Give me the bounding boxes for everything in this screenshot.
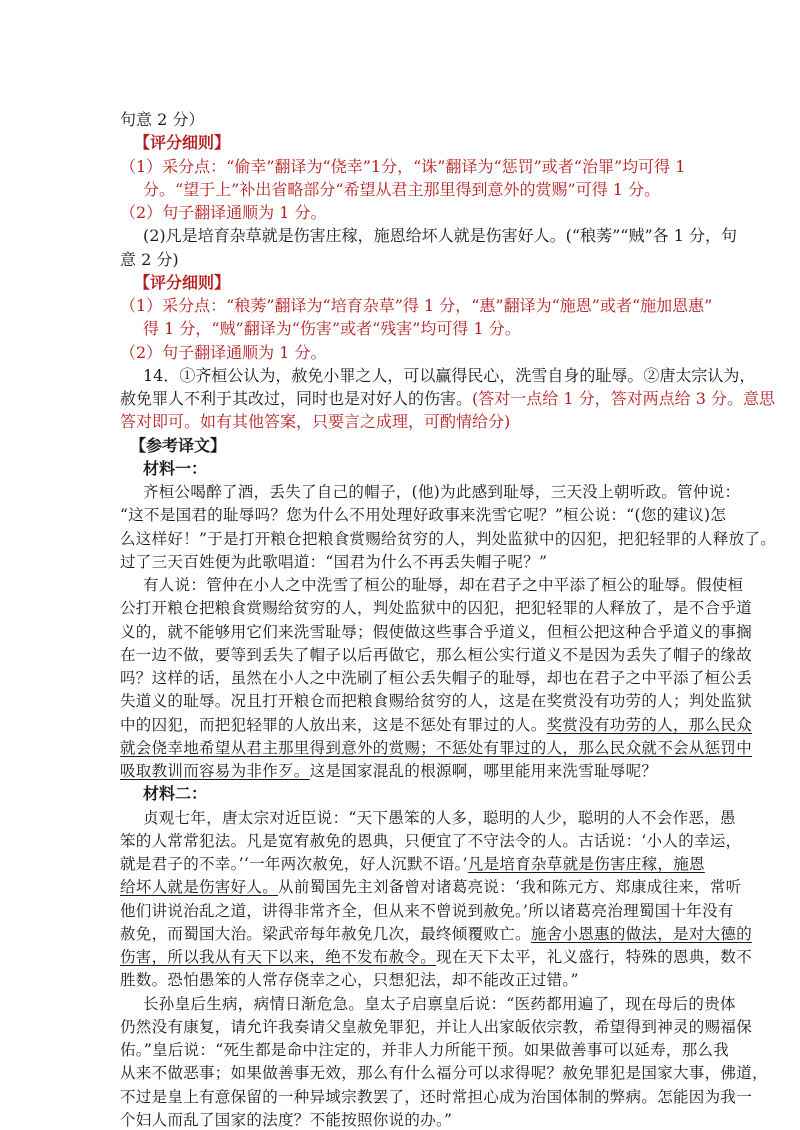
material-text: 就是君子的不幸。’‘一年两次赦免，好人沉默不语。’ bbox=[120, 855, 468, 873]
material-text: 赦免，而蜀国大治。梁武帝每年赦免几次，最终倾覆败亡。 bbox=[120, 925, 531, 943]
material-2-heading: 材料二： bbox=[143, 784, 208, 803]
answer-line: 意 2 分) bbox=[120, 250, 179, 269]
answer-text: 赦免罪人不利于其改过，同时也是对好人的伤害。 bbox=[120, 389, 473, 408]
answer-points: (“稂莠”“贼”各 1 分，句 bbox=[565, 226, 737, 245]
material-2-line bbox=[120, 877, 741, 897]
material-1-line: 齐桓公喝醉了酒，丢失了自己的帽子，(他)为此感到耻辱，三天没上朝听政。管仲说： bbox=[143, 483, 741, 501]
material-2-line bbox=[120, 854, 705, 874]
material-1-line: 吗？这样的话，虽然在小人之中洗刷了桓公丢失帽子的耻辱，却也在君子之中平添了桓公丢 bbox=[120, 669, 753, 687]
answer-text: (2)凡是培育杂草就是伤害庄稼，施恩给坏人就是伤害好人。 bbox=[143, 226, 566, 245]
material-2-line: 他们讲说治乱之道，讲得非常齐全，但从来不曾说到赦免。’所以诸葛亮治理蜀国十年没有 bbox=[120, 902, 734, 920]
scoring-rule-line: 分。“望于上”补出省略部分“希望从君主那里得到意外的赏赐”可得 1 分。 bbox=[143, 180, 661, 199]
scoring-rules-heading: 【评分细则】 bbox=[134, 133, 231, 152]
reference-translation-heading: 【参考译文】 bbox=[130, 436, 227, 455]
scoring-rule-line: （2）句子翻译通顺为 1 分。 bbox=[120, 343, 327, 362]
material-1-line: 过了三天百姓便为此歌唱道：“国君为什么不再丢失帽子呢？” bbox=[120, 553, 548, 571]
material-3-line: 长孙皇后生病，病情日渐危急。皇太子启禀皇后说：“医药都用遍了，现在母后的贵体 bbox=[143, 995, 736, 1013]
scoring-rule-line: 得 1 分，“贼”翻译为“伤害”或者“残害”均可得 1 分。 bbox=[143, 319, 521, 338]
scoring-rules-heading: 【评分细则】 bbox=[134, 273, 231, 292]
material-text: 现在天下太平，礼义盛行，特殊的恩典，数不 bbox=[436, 948, 753, 966]
material-2-line bbox=[120, 924, 752, 944]
material-2-line bbox=[120, 947, 752, 967]
material-3-line: 从来不做恶事；如果做善事无效，那么有什么福分可以求得呢？赦免罪犯是国家大事，佛道， bbox=[120, 1064, 768, 1082]
material-1-line bbox=[120, 715, 752, 735]
material-1-line: 公打开粮仓把粮食赏赐给贫穷的人，判处监狱中的囚犯，把犯轻罪的人释放了，是不合乎道 bbox=[120, 599, 753, 617]
underlined-text: 奖赏没有功劳的人，那么民众 bbox=[546, 716, 753, 734]
answer-line: 句意 2 分） bbox=[120, 110, 205, 129]
material-2-line: 贞观七年，唐太宗对近臣说：“天下愚笨的人多，聪明的人少，聪明的人不会作恶，愚 bbox=[143, 809, 736, 827]
question-14-line bbox=[120, 389, 775, 409]
material-3-line: 仍然没有康复，请允许我奏请父皇赦免罪犯，并让人出家皈依宗教，希望得到神灵的赐福保 bbox=[120, 1018, 753, 1036]
underlined-text: 给坏人就是伤害好人。 bbox=[120, 878, 279, 896]
underlined-text: 就会侥幸地希望从君主那里得到意外的赏赐；不惩处有罪过的人，那么民众就不会从惩罚中 bbox=[120, 739, 753, 757]
material-2-line: 笨的人常常犯法。凡是宽宥赦免的恩典，只便宜了不守法令的人。古话说：‘小人的幸运， bbox=[120, 832, 742, 850]
material-1-line: “这不是国君的耻辱吗？您为什么不用处理好政事来洗雪它呢？”桓公说：“(您的建议)怎 bbox=[120, 506, 727, 524]
underlined-text: 伤害，所以我从有天下以来，绝不发布赦令。 bbox=[120, 948, 437, 966]
material-2-line: 胜数。恐怕愚笨的人常存侥幸之心，只想犯法，却不能改正过错。” bbox=[120, 971, 579, 989]
material-1-line: 么这样好！”于是打开粮仓把粮食赏赐给贫穷的人，判处监狱中的囚犯，把犯轻罪的人释放了。 bbox=[120, 530, 777, 548]
material-3-line: 不过是皇上有意保留的一种异域宗教罢了，还时常担心成为治国体制的弊病。怎能因为我一 bbox=[120, 1088, 753, 1106]
scoring-rule-line: （2）句子翻译通顺为 1 分。 bbox=[120, 203, 327, 222]
material-3-line: 个妇人而乱了国家的法度？不能按照你说的办。” bbox=[120, 1111, 453, 1129]
material-1-line bbox=[120, 761, 657, 781]
material-1-line: 义的，就不能够用它们来洗雪耻辱；假使做这些事合乎道义，但桓公把这种合乎道义的事搁 bbox=[120, 623, 753, 641]
material-1-line: 有人说：管仲在小人之中洗雪了桓公的耻辱，却在君子之中平添了桓公的耻辱。假使桓 bbox=[143, 576, 744, 594]
material-text: 从前蜀国先主刘备曾对诸葛亮说：‘我和陈元方、郑康成往来，常听 bbox=[278, 878, 742, 896]
question-14-line: 答对即可。如有其他答案，只要言之成理，可酌情给分) bbox=[120, 412, 511, 431]
material-3-line: 佑。”皇后说：“死生都是命中注定的，并非人力所能干预。如果做善事可以延寿，那么我 bbox=[120, 1041, 730, 1059]
underlined-text: 凡是培育杂草就是伤害庄稼，施恩 bbox=[467, 855, 705, 873]
material-text: 这是国家混乱的根源啊，哪里能用来洗雪耻辱呢？ bbox=[309, 762, 658, 780]
underlined-text: 吸取教训而容易为非作歹。 bbox=[120, 762, 310, 780]
question-14-line: 14．①齐桓公认为，赦免小罪之人，可以赢得民心，洗雪自身的耻辱。②唐太宗认为， bbox=[143, 366, 756, 385]
material-1-line: 失道义的耻辱。况且打开粮仓而把粮食赐给贫穷的人，这是在奖赏没有功劳的人；判处监狱 bbox=[120, 692, 753, 710]
material-1-line: 在一边不做，要等到丢失了帽子以后再做它，那么桓公实行道义不是因为丢失了帽子的缘故 bbox=[120, 646, 753, 664]
scoring-rule-line: （1）采分点：“偷幸”翻译为“侥幸”1分，“诛”翻译为“惩罚”或者“治罪”均可得 1 bbox=[120, 157, 686, 176]
material-1-heading: 材料一： bbox=[143, 459, 208, 478]
underlined-text: 施舍小恩惠的做法，是对大德的 bbox=[530, 925, 753, 943]
answer-points: (答对一点给 1 分，答对两点给 3 分。意思 bbox=[472, 389, 775, 408]
scoring-rule-line: （1）采分点：“稂莠”翻译为“培育杂草”得 1 分，“惠”翻译为“施恩”或者“施加恩惠” bbox=[120, 296, 713, 315]
answer-line bbox=[143, 226, 737, 246]
material-text: 中的囚犯，而把犯轻罪的人放出来，这是不惩处有罪过的人。 bbox=[120, 716, 547, 734]
